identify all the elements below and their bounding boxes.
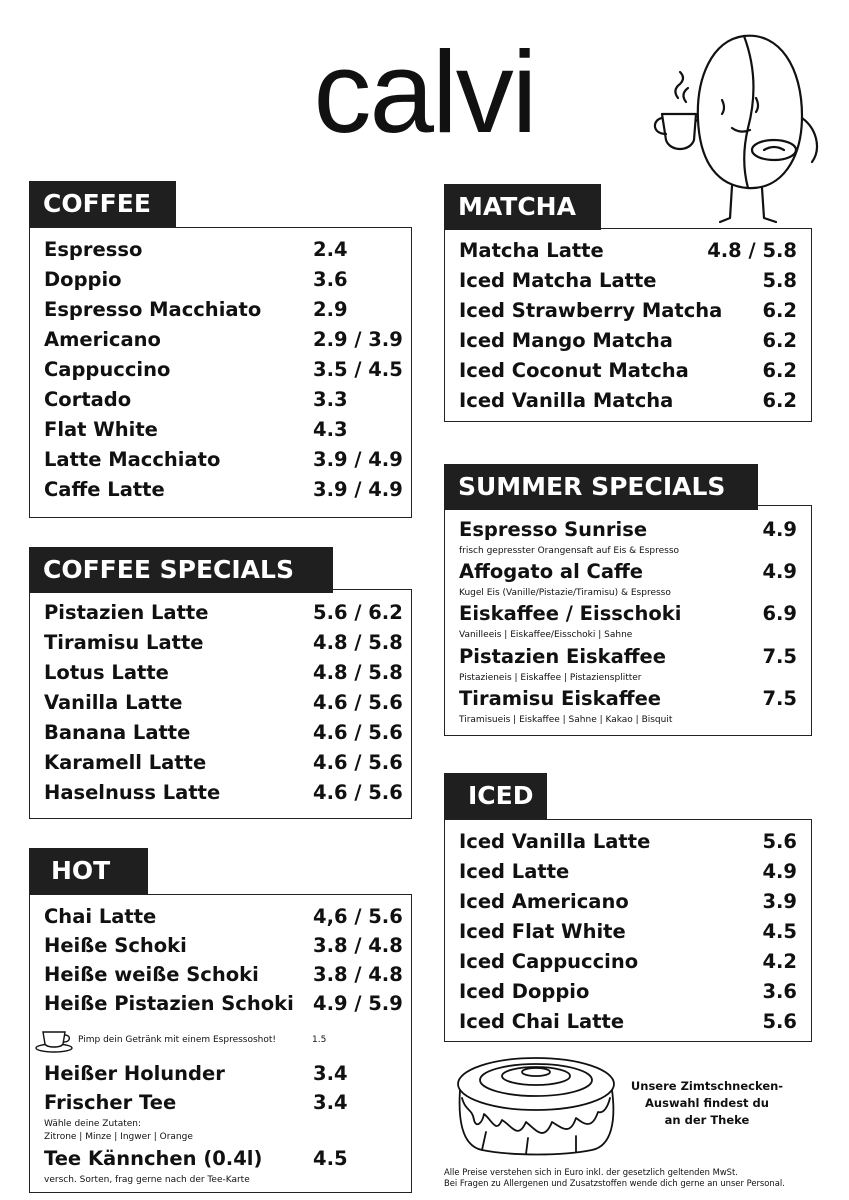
menu-item [44, 385, 397, 415]
menu-item [44, 265, 397, 295]
item-price: 3.9 / 4.9 [313, 448, 403, 471]
menu-item [459, 296, 797, 326]
item-price: 4.9 [762, 518, 797, 541]
item-name: Heißer Holunder [44, 1062, 225, 1085]
item-name: Iced Strawberry Matcha [459, 299, 723, 322]
menu-item [44, 688, 403, 718]
summer-specials-section-title: SUMMER SPECIALS [444, 464, 758, 510]
item-name: Heiße weiße Schoki [44, 963, 259, 986]
item-price: 3.4 [313, 1091, 348, 1114]
menu-item [44, 1088, 397, 1118]
coffee-specials-box [29, 589, 412, 819]
menu-item [44, 598, 403, 628]
item-price: 5.6 / 6.2 [313, 601, 403, 624]
item-name: Vanilla Latte [44, 691, 183, 714]
menu-item [44, 718, 403, 748]
item-price: 4.8 / 5.8 [707, 239, 797, 262]
item-description: Pistazieneis | Eiskaffee | Pistaziensplitter [459, 673, 642, 683]
footer-line-1: Alle Preise verstehen sich in Euro inkl. der gesetzlich geltenden MwSt. [444, 1167, 738, 1177]
item-name: Chai Latte [44, 905, 157, 928]
menu-item [459, 857, 797, 887]
item-name: Pistazien Eiskaffee [459, 645, 666, 668]
item-name: Iced Mango Matcha [459, 329, 673, 352]
item-price: 5.6 [762, 1010, 797, 1033]
menu-item [459, 642, 797, 672]
item-price: 4.6 / 5.6 [313, 781, 403, 804]
item-name: Lotus Latte [44, 661, 169, 684]
iced-section-title: ICED [444, 773, 547, 819]
matcha-section-title: MATCHA [444, 184, 601, 230]
tee-sub-1: Wähle deine Zutaten: [44, 1119, 142, 1129]
matcha-section [444, 184, 812, 422]
item-price: 2.4 [313, 238, 348, 261]
item-price: 3.6 [762, 980, 797, 1003]
summer-specials-box [444, 505, 812, 736]
item-price: 6.2 [762, 389, 797, 412]
item-name: Caffe Latte [44, 478, 165, 501]
item-name: Tiramisu Latte [44, 631, 204, 654]
item-name: Affogato al Caffe [459, 560, 644, 583]
item-price: 5.6 [762, 830, 797, 853]
menu-item [44, 355, 403, 385]
hot-section [29, 848, 412, 1193]
item-name: Tee Kännchen (0.4l) [44, 1147, 263, 1170]
item-name: Heiße Schoki [44, 934, 187, 957]
item-name: Espresso [44, 238, 143, 261]
menu-item [44, 445, 403, 475]
menu-item [459, 599, 797, 629]
item-price: 3.3 [313, 388, 348, 411]
menu-item [44, 325, 403, 355]
cinnamon-roll-icon [452, 1050, 620, 1158]
item-description: Kugel Eis (Vanille/Pistazie/Tiramisu) & Espresso [459, 588, 671, 598]
item-description: Vanilleeis | Eiskaffee/Eisschoki | Sahne [459, 630, 633, 640]
menu-item [459, 326, 797, 356]
item-name: Pistazien Latte [44, 601, 209, 624]
item-price: 4.9 [762, 860, 797, 883]
item-price: 3.9 / 4.9 [313, 478, 403, 501]
menu-item [459, 236, 797, 266]
item-price: 4.5 [313, 1147, 348, 1170]
item-price: 4.9 [762, 560, 797, 583]
item-name: Tiramisu Eiskaffee [459, 687, 662, 710]
item-name: Cortado [44, 388, 132, 411]
item-name: Iced Coconut Matcha [459, 359, 689, 382]
menu-item [44, 415, 397, 445]
item-name: Haselnuss Latte [44, 781, 221, 804]
item-name: Iced Flat White [459, 920, 626, 943]
item-name: Iced Americano [459, 890, 629, 913]
item-price: 3.5 / 4.5 [313, 358, 403, 381]
item-name: Karamell Latte [44, 751, 207, 774]
item-name: Frischer Tee [44, 1091, 177, 1114]
item-name: Flat White [44, 418, 158, 441]
item-description: Tiramisueis | Eiskaffee | Sahne | Kakao | Bisquit [459, 715, 673, 725]
iced-box [444, 819, 812, 1042]
item-price: 6.9 [762, 602, 797, 625]
menu-item [44, 778, 403, 808]
item-name: Iced Vanilla Matcha [459, 389, 674, 412]
item-description: frisch gepresster Orangensaft auf Eis & Espresso [459, 546, 680, 556]
menu-item [44, 902, 403, 932]
hot-box [29, 894, 412, 1193]
item-name: Espresso Sunrise [459, 518, 648, 541]
item-price: 4.3 [313, 418, 348, 441]
item-price: 4.6 / 5.6 [313, 721, 403, 744]
menu-item [44, 628, 403, 658]
coffee-box [29, 227, 412, 518]
item-name: Americano [44, 328, 161, 351]
item-price: 4.2 [762, 950, 797, 973]
menu-item [44, 1059, 397, 1089]
item-price: 7.5 [762, 645, 797, 668]
menu-item [459, 1007, 797, 1037]
menu-item [44, 748, 403, 778]
item-price: 4.5 [762, 920, 797, 943]
item-name: Eiskaffee / Eisschoki [459, 602, 682, 625]
item-price: 4.6 / 5.6 [313, 751, 403, 774]
item-name: Doppio [44, 268, 122, 291]
coffee-section [29, 181, 412, 518]
coffee-specials-section [29, 547, 412, 819]
menu-item [459, 356, 797, 386]
item-price: 6.2 [762, 299, 797, 322]
menu-item [44, 475, 403, 505]
item-name: Espresso Macchiato [44, 298, 262, 321]
item-price: 4.8 / 5.8 [313, 661, 403, 684]
cinnamon-roll-note [612, 1078, 802, 1129]
item-price: 7.5 [762, 687, 797, 710]
item-price: 6.2 [762, 329, 797, 352]
menu-item [459, 386, 797, 416]
menu-item [44, 658, 403, 688]
coffee-specials-section-title: COFFEE SPECIALS [29, 547, 333, 593]
menu-item [459, 266, 797, 296]
item-price: 3.4 [313, 1062, 348, 1085]
item-price: 4.9 / 5.9 [313, 992, 403, 1015]
item-name: Iced Latte [459, 860, 570, 883]
menu-item [459, 917, 797, 947]
item-price: 2.9 / 3.9 [313, 328, 403, 351]
item-price: 3.8 / 4.8 [313, 934, 403, 957]
item-name: Iced Doppio [459, 980, 590, 1003]
espresso-shot-price: 1.5 [312, 1035, 327, 1045]
cinnamon-line-3: an der Theke [664, 1113, 750, 1127]
menu-item [459, 684, 797, 714]
item-price: 4.6 / 5.6 [313, 691, 403, 714]
iced-section [444, 773, 812, 1042]
menu-item [459, 515, 797, 545]
menu-item [44, 295, 397, 325]
espresso-cup-icon [34, 1027, 74, 1053]
espresso-shot-note: Pimp dein Getränk mit einem Espressoshot! [78, 1035, 277, 1045]
footer-note [444, 1167, 785, 1189]
menu-item [459, 557, 797, 587]
item-price: 4,6 / 5.6 [313, 905, 403, 928]
hot-section-title: HOT [29, 848, 148, 894]
menu-item [459, 827, 797, 857]
cinnamon-line-1: Unsere Zimtschnecken- [630, 1079, 784, 1093]
cinnamon-line-2: Auswahl findest du [645, 1096, 769, 1110]
item-name: Iced Cappuccino [459, 950, 639, 973]
item-price: 3.8 / 4.8 [313, 963, 403, 986]
coffee-section-title: COFFEE [29, 181, 176, 227]
item-price: 5.8 [762, 269, 797, 292]
item-price: 3.9 [762, 890, 797, 913]
item-name: Cappuccino [44, 358, 171, 381]
footer-line-2: Bei Fragen zu Allergenen und Zusatzstoffen wende dich gerne an unser Personal. [444, 1178, 785, 1188]
menu-item [459, 977, 797, 1007]
matcha-box [444, 228, 812, 422]
menu-item [44, 989, 403, 1019]
kannchen-sub: versch. Sorten, frag gerne nach der Tee-Karte [44, 1175, 250, 1185]
tee-sub-2: Zitrone | Minze | Ingwer | Orange [44, 1132, 193, 1142]
item-name: Heiße Pistazien Schoki [44, 992, 294, 1015]
menu-item [459, 887, 797, 917]
item-name: Iced Chai Latte [459, 1010, 625, 1033]
item-price: 4.8 / 5.8 [313, 631, 403, 654]
item-name: Banana Latte [44, 721, 191, 744]
item-name: Latte Macchiato [44, 448, 221, 471]
menu-item [459, 947, 797, 977]
brand-logo: calvi [313, 27, 536, 157]
item-name: Iced Matcha Latte [459, 269, 657, 292]
menu-item [44, 931, 403, 961]
item-name: Iced Vanilla Latte [459, 830, 651, 853]
menu-item [44, 235, 397, 265]
item-name: Matcha Latte [459, 239, 604, 262]
item-price: 2.9 [313, 298, 348, 321]
summer-specials-section [444, 464, 812, 736]
item-price: 6.2 [762, 359, 797, 382]
menu-item [44, 1144, 397, 1174]
item-price: 3.6 [313, 268, 348, 291]
menu-item [44, 960, 403, 990]
